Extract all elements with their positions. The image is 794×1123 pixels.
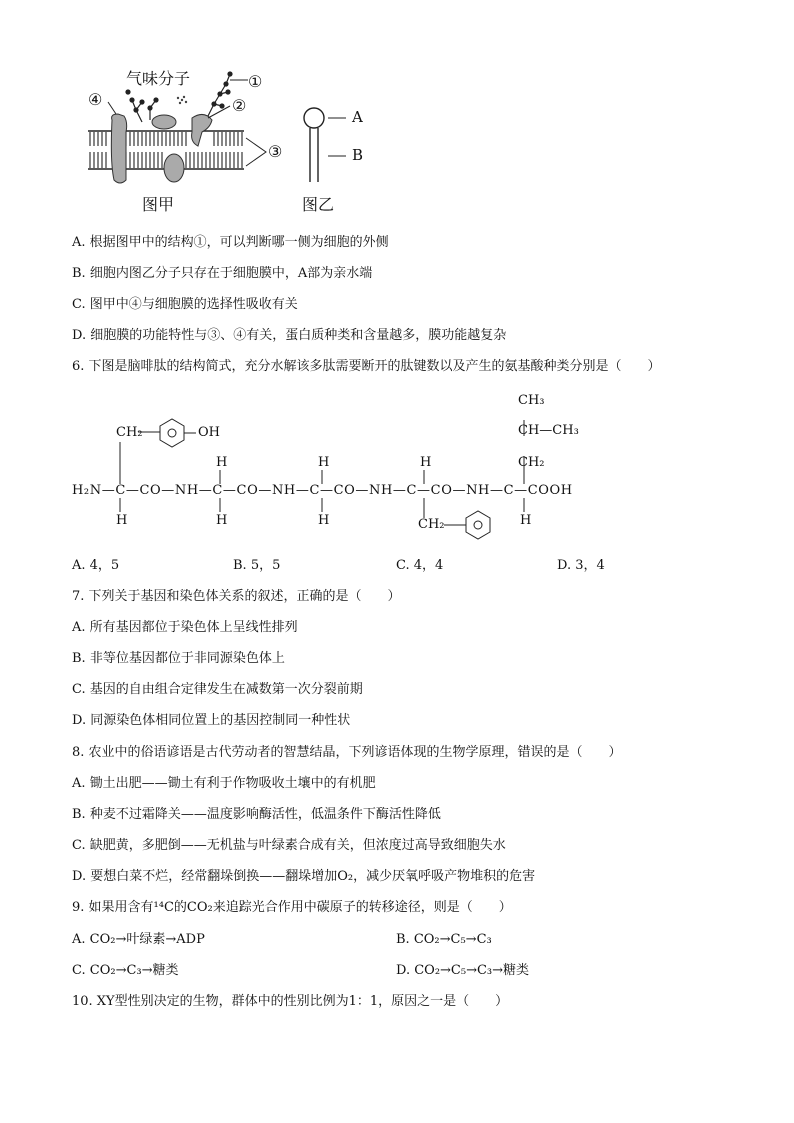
q7-stem: 7. 下列关于基因和染色体关系的叙述，正确的是（ ） [72, 589, 401, 604]
q5-option-c: C. 图甲中④与细胞膜的选择性吸收有关 [72, 297, 298, 312]
q9-option-d: D. CO₂→C₅→C₃→糖类 [396, 963, 530, 978]
q9-option-c: C. CO₂→C₃→糖类 [72, 963, 179, 978]
q9-stem: 9. 如果用含有¹⁴C的CO₂来追踪光合作用中碳原子的转移途径，则是（ ） [72, 900, 512, 915]
label-b: B [352, 146, 364, 164]
q6-stem: 6. 下图是脑啡肽的结构简式，充分水解该多肽需要断开的肽键数以及产生的氨基酸种类分别是（ ） [72, 359, 661, 374]
label-a: A [352, 108, 363, 126]
h-c2-bottom: H [216, 513, 228, 528]
q8-option-c: C. 缺肥黄，多肥倒——无机盐与叶绿素合成有关，但浓度过高导致细胞失水 [72, 838, 506, 853]
figure-jia [80, 62, 295, 222]
q8-option-a: A. 锄土出肥——锄土有利于作物吸收土壤中的有机肥 [72, 776, 376, 791]
odor-molecule-label: 气味分子 [126, 69, 191, 88]
leu-ch3-top: CH₃ [518, 393, 545, 408]
q6-option-b: B. 5，5 [233, 558, 281, 573]
q5-option-a: A. 根据图甲中的结构①，可以判断哪一侧为细胞的外侧 [72, 235, 389, 250]
leu-ch2: CH₂ [518, 455, 545, 470]
label-n2: ② [232, 96, 247, 115]
q9-option-a: A. CO₂→叶绿素→ADP [72, 932, 205, 947]
q6-option-c: C. 4，4 [396, 558, 444, 573]
q5-option-b: B. 细胞内图乙分子只存在于细胞膜中，A部为亲水端 [72, 266, 373, 281]
q9-option-b: B. CO₂→C₅→C₃ [396, 932, 492, 947]
q7-option-c: C. 基因的自由组合定律发生在减数第一次分裂前期 [72, 682, 363, 697]
figure-jia-caption: 图甲 [142, 195, 175, 214]
structure-bonds [72, 390, 632, 550]
figure-yi [296, 100, 386, 220]
structure-backbone: H₂N—C—CO—NH—C—CO—NH—C—CO—NH—C—CO—NH—C—COOH [72, 483, 573, 498]
q7-option-a: A. 所有基因都位于染色体上呈线性排列 [72, 620, 298, 635]
label-n4: ④ [88, 90, 103, 109]
h-c4-top: H [420, 455, 432, 470]
q10-stem: 10. XY型性别决定的生物，群体中的性别比例为1：1，原因之一是（ ） [72, 994, 509, 1009]
figure-yi-caption: 图乙 [302, 195, 335, 214]
tyr-ch2: CH₂ [116, 425, 143, 440]
enkephalin-structure [72, 390, 632, 550]
h-c1-bottom: H [116, 513, 128, 528]
q5-option-d: D. 细胞膜的功能特性与③、④有关，蛋白质种类和含量越多，膜功能越复杂 [72, 328, 507, 343]
h-c2-top: H [216, 455, 228, 470]
leu-ch-ch3: CH—CH₃ [518, 423, 579, 438]
h-c3-bottom: H [318, 513, 330, 528]
h-c5-bottom: H [520, 513, 532, 528]
q8-option-b: B. 种麦不过霜降关——温度影响酶活性，低温条件下酶活性降低 [72, 807, 441, 822]
q8-stem: 8. 农业中的俗语谚语是古代劳动者的智慧结晶，下列谚语体现的生物学原理，错误的是（ ） [72, 745, 622, 760]
q8-option-d: D. 要想白菜不烂，经常翻垛倒换——翻垛增加O₂，减少厌氧呼吸产物堆积的危害 [72, 869, 536, 884]
h-c3-top: H [318, 455, 330, 470]
q7-option-b: B. 非等位基因都位于非同源染色体上 [72, 651, 285, 666]
q7-option-d: D. 同源染色体相同位置上的基因控制同一种性状 [72, 713, 351, 728]
phe-ch2: CH₂ [418, 517, 445, 532]
q6-option-a: A. 4，5 [72, 558, 120, 573]
q6-option-d: D. 3，4 [557, 558, 605, 573]
label-n1: ① [248, 72, 263, 91]
tyr-oh: OH [198, 425, 220, 440]
label-n3: ③ [268, 142, 283, 161]
